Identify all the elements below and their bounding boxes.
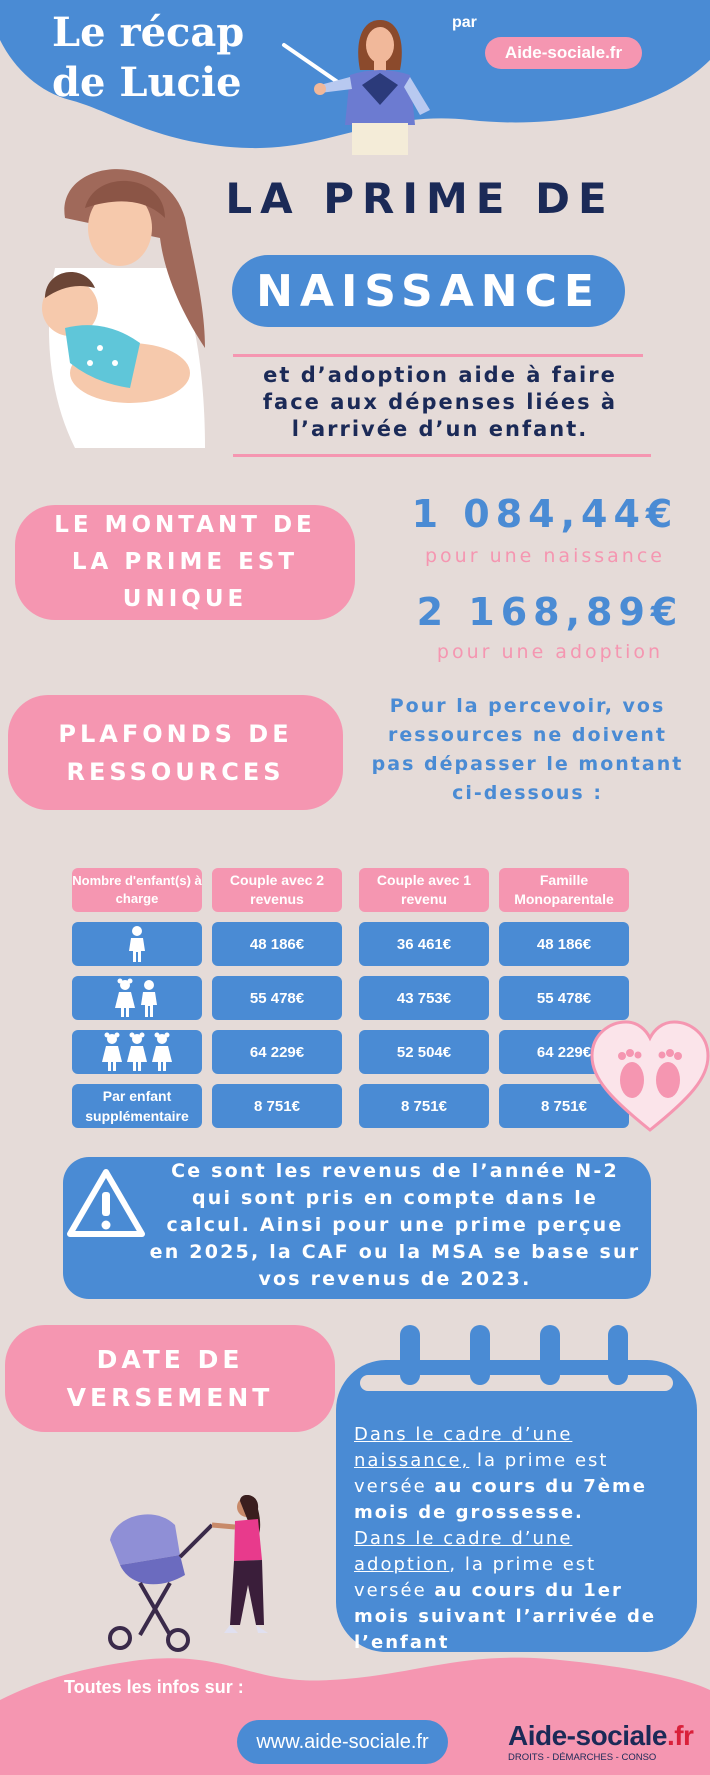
versement-text (354, 1422, 694, 1656)
calendar-ring (608, 1325, 628, 1385)
footer-logo-tagline: DROITS - DÉMARCHES - CONSO (508, 1752, 657, 1763)
calendar-ring (470, 1325, 490, 1385)
table-header-monoparentale: Famille Monoparentale (499, 868, 629, 912)
versement-p1-line1: Dans le cadre d’une (354, 1424, 573, 1445)
table-cell: 55 478€ (499, 976, 629, 1020)
table-row-2-label (72, 976, 202, 1020)
versement-p1-rest2: la prime est (469, 1450, 609, 1471)
montant-label-line3: UNIQUE (122, 586, 248, 612)
versement-p2-rest2: , la prime est (449, 1554, 597, 1575)
montant-label-line2: LA PRIME EST (71, 549, 299, 575)
adoption-link[interactable]: adoption (354, 1554, 450, 1575)
table-cell: 8 751€ (499, 1084, 629, 1128)
two-children-icon (112, 978, 162, 1018)
mother-baby-illustration (15, 158, 215, 458)
versement-p1-line4: mois de grossesse. (354, 1502, 584, 1523)
montant-label-line1: LE MONTANT DE (54, 512, 316, 538)
header-par: par (452, 14, 477, 31)
table-row-1-label (72, 922, 202, 966)
table-cell: 52 504€ (359, 1030, 489, 1074)
versement-p2-line3b: au cours du 1er (434, 1580, 623, 1601)
calendar-ring (400, 1325, 420, 1385)
table-cell: 8 751€ (212, 1084, 342, 1128)
versement-p2-line1: Dans le cadre d’une (354, 1528, 573, 1549)
plafonds-text (350, 692, 705, 808)
calendar-ring (540, 1325, 560, 1385)
hero-divider-top (233, 354, 643, 357)
footer-infos: Toutes les infos sur : (64, 1677, 244, 1697)
footer-url-link[interactable]: www.aide-sociale.fr (237, 1720, 448, 1764)
one-child-icon (126, 925, 148, 963)
plafonds-text-line4: ci-dessous : (452, 782, 603, 804)
hero-title-line1: LA PRIME DE (225, 174, 615, 223)
table-header-couple-1: Couple avec 1 revenu (359, 868, 489, 912)
adoption-caption: pour une adoption (436, 641, 664, 663)
warning-line3: calcul. Ainsi pour une prime perçue (166, 1214, 624, 1236)
table-row-3-label (72, 1030, 202, 1074)
versement-p2-line3a: versée (354, 1580, 435, 1601)
versement-label-line2: VERSEMENT (66, 1382, 274, 1412)
table-header-couple-2: Couple avec 2 revenus (212, 868, 342, 912)
table-cell: 48 186€ (499, 922, 629, 966)
table-cell: 64 229€ (499, 1030, 629, 1074)
table-cell: 8 751€ (359, 1084, 489, 1128)
header-title (52, 8, 244, 108)
hero-divider-bottom (233, 454, 651, 457)
hero-subtitle-line2: face aux dépenses liées à (262, 390, 618, 414)
three-children-icon (100, 1032, 174, 1072)
footer-logo-ext: .fr (666, 1720, 694, 1751)
brand-badge[interactable]: Aide-sociale.fr (485, 37, 642, 69)
warning-icon (66, 1168, 146, 1238)
teacher-illustration (280, 15, 470, 155)
plafonds-label (8, 695, 343, 810)
versement-p2-line4: mois suivant l’arrivée de (354, 1606, 657, 1627)
hero-subtitle-line1: et d’adoption aide à faire (263, 363, 617, 387)
plafonds-text-line2: ressources ne doivent (388, 724, 667, 746)
versement-label (5, 1325, 335, 1432)
table-cell: 43 753€ (359, 976, 489, 1020)
hero-subtitle-line3: l’arrivée d’un enfant. (291, 417, 589, 441)
versement-p1-line3a: versée (354, 1476, 435, 1497)
versement-label-line1: DATE DE (96, 1344, 244, 1374)
footer-logo-main: Aide-sociale (508, 1720, 667, 1751)
warning-line5: vos revenus de 2023. (258, 1268, 532, 1290)
plafonds-label-line2: RESSOURCES (66, 757, 285, 786)
heart-feet-icon (590, 1018, 710, 1136)
hero-title-pill: NAISSANCE (232, 255, 625, 327)
table-cell: 55 478€ (212, 976, 342, 1020)
birth-caption: pour une naissance (425, 545, 665, 567)
adoption-amount: 2 168,89€ (416, 590, 684, 634)
table-cell: 48 186€ (212, 922, 342, 966)
versement-p2-line5: l’enfant (354, 1632, 450, 1653)
warning-line2: qui sont pris en compte dans le (191, 1187, 599, 1209)
montant-label (15, 505, 355, 620)
plafonds-text-line3: pas dépasser le montant (371, 753, 684, 775)
birth-amount: 1 084,44€ (411, 492, 679, 536)
naissance-link[interactable]: naissance, (354, 1450, 470, 1471)
hero-subtitle (230, 362, 650, 443)
warning-line1: Ce sont les revenus de l’année N-2 (171, 1160, 619, 1182)
header-title-line1: Le récap (52, 9, 245, 56)
footer-logo (508, 1722, 703, 1763)
warning-text (140, 1158, 650, 1293)
table-cell: 36 461€ (359, 922, 489, 966)
table-cell: 64 229€ (212, 1030, 342, 1074)
table-row-4-label: Par enfant supplémentaire (72, 1084, 202, 1128)
warning-line4: en 2025, la CAF ou la MSA se base sur (149, 1241, 641, 1263)
table-header-children: Nombre d'enfant(s) à charge (72, 868, 202, 912)
plafonds-label-line1: PLAFONDS DE (58, 719, 293, 748)
header-title-line2: de Lucie (52, 59, 242, 106)
plafonds-text-line1: Pour la percevoir, vos (389, 695, 666, 717)
versement-p1-line3b: au cours du 7ème (434, 1476, 647, 1497)
